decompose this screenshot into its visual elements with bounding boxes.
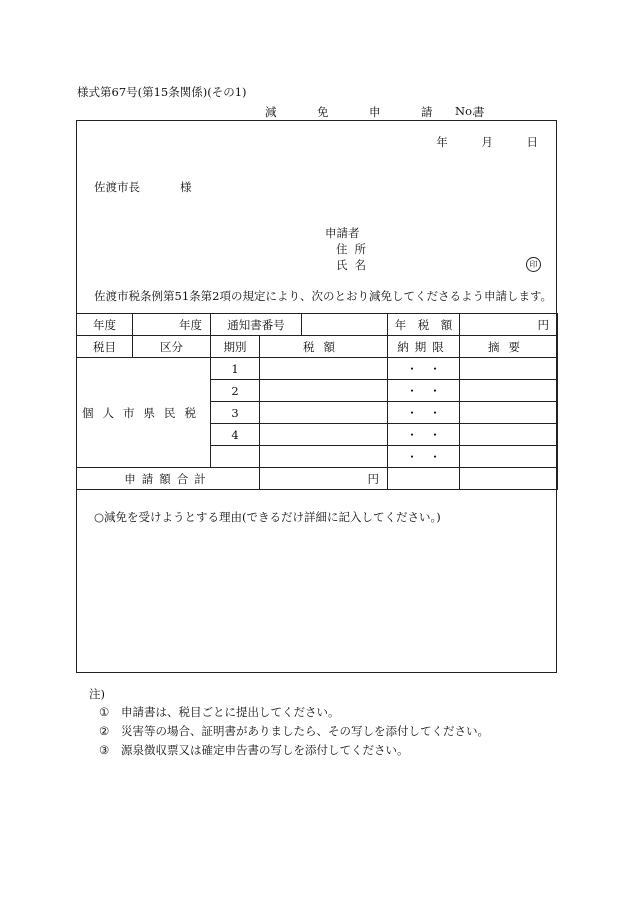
title-char: 書 [473,105,485,119]
table-row [77,314,558,336]
application-statement: 佐渡市税条例第51条第2項の規定により、次のとおり減免してくださるよう申請します。 [94,289,553,303]
total-amount-field[interactable]: 円 [260,468,388,490]
form-frame [76,120,557,673]
annual-tax-label: 年 税 額 [388,314,460,336]
remarks-field[interactable] [460,446,558,468]
remarks-field[interactable] [460,424,558,446]
recipient-name: 佐渡市長 [94,180,140,194]
total-row [77,468,558,490]
header-period: 期別 [211,336,260,358]
annual-tax-field[interactable]: 円 [460,314,558,336]
tax-amount-field[interactable] [260,446,388,468]
note-text: 災害等の場合、証明書がありましたら、その写しを添付してください。 [121,724,489,738]
date-line [422,134,538,150]
tax-amount-field[interactable] [260,402,388,424]
table-row [77,358,558,380]
honorific: 様 [180,180,192,194]
note-text: 源泉徴収票又は確定申告書の写しを添付してください。 [121,743,409,757]
header-category: 区分 [133,336,211,358]
header-remarks: 摘要 [460,336,558,358]
period-cell: 3 [211,402,260,424]
total-remarks-cell[interactable] [460,468,558,490]
form-code: 様式第67号(第15条関係)(その1) [77,85,247,99]
title-char: 申 [369,105,381,119]
fiscal-year-cell[interactable]: 年度 [77,314,133,336]
header-due-date: 納期限 [388,336,460,358]
due-date-field[interactable]: ・ ・ [388,380,460,402]
note-text: 申請書は、税目ごとに提出してください。 [121,705,340,719]
remarks-field[interactable] [460,402,558,424]
total-blank-cell[interactable] [388,468,460,490]
recipient [94,179,192,195]
document-title [265,104,525,120]
note-number: ③ [99,743,110,757]
tax-table [76,313,558,490]
document-number-label: No. [455,104,476,118]
tax-amount-field[interactable] [260,424,388,446]
note-item [99,742,409,758]
note-item [99,723,489,739]
period-cell[interactable] [211,446,260,468]
note-number: ① [99,705,110,719]
remarks-field[interactable] [460,358,558,380]
title-char: 請 [421,105,433,119]
remarks-field[interactable] [460,380,558,402]
seal-mark-icon: 印 [526,257,541,272]
header-tax-item: 税目 [77,336,133,358]
reason-label: ○減免を受けようとする理由(できるだけ詳細に記入してください。) [94,510,441,524]
total-label: 申請額合計 [77,468,260,490]
fiscal-year-cell-2[interactable]: 年度 [133,314,211,336]
header-tax-amount: 税額 [260,336,388,358]
title-char: 免 [317,105,329,119]
due-date-field[interactable]: ・ ・ [388,358,460,380]
table-header-row [77,336,558,358]
date-month-label[interactable]: 月 [481,135,493,149]
due-date-field[interactable]: ・ ・ [388,402,460,424]
notice-number-label: 通知書番号 [211,314,302,336]
notes-heading: 注) [89,687,105,701]
applicant-label: 申請者 [325,226,360,240]
name-label[interactable]: 氏名 [336,258,373,272]
note-item [99,704,340,720]
period-cell: 4 [211,424,260,446]
tax-amount-field[interactable] [260,380,388,402]
due-date-field[interactable]: ・ ・ [388,446,460,468]
tax-amount-field[interactable] [260,358,388,380]
date-year-label[interactable]: 年 [436,135,448,149]
tax-name-cell: 個人市県民税 [77,358,211,468]
note-number: ② [99,724,110,738]
period-cell: 1 [211,358,260,380]
address-label[interactable]: 住所 [336,242,373,256]
notice-number-field[interactable] [302,314,388,336]
title-char: 減 [265,105,277,119]
due-date-field[interactable]: ・ ・ [388,424,460,446]
date-day-label[interactable]: 日 [526,135,538,149]
period-cell: 2 [211,380,260,402]
